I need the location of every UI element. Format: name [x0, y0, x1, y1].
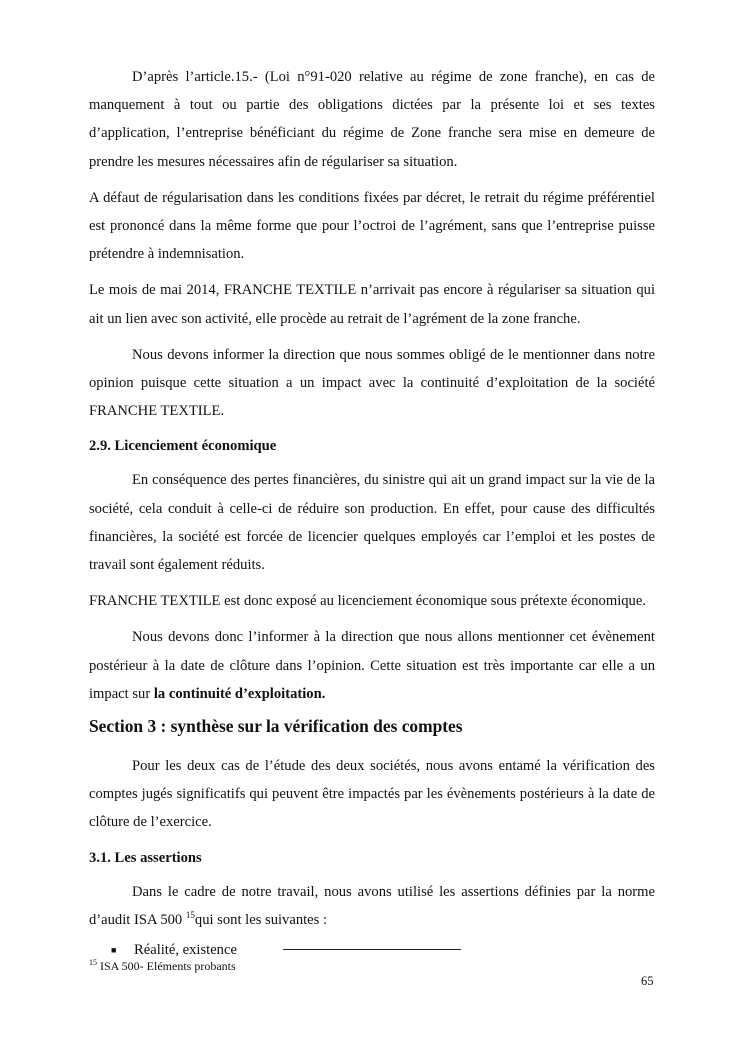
heading-licenciement-economique: 2.9. Licenciement économique — [89, 438, 277, 455]
footnote — [89, 958, 236, 974]
section-3-title: Section 3 : synthèse sur la vérification des comptes — [89, 716, 463, 737]
document-page — [89, 63, 655, 964]
paragraph-mentionner-evenement — [89, 623, 655, 708]
paragraph-mentionner-text: Nous devons donc l’informer à la direction que nous allons mentionner cet évènement postérieur à la date de clôture dans l’opinion. Cette situation est très importante car elle a un impact sur — [89, 629, 655, 702]
paragraph-defaut-regularisation: A défaut de régularisation dans les conditions fixées par décret, le retrait du régime préférentiel est prononcé dans la même forme que pour l’octroi de l’agrément, sans que l’entreprise puisse prétendre à indemnisation. — [89, 189, 655, 263]
paragraph-assertions-isa — [89, 878, 655, 934]
paragraph-mai-2014: Le mois de mai 2014, FRANCHE TEXTILE n’arrivait pas encore à régulariser sa situation qui ait un lien avec son activité, elle procède au retrait de l’agrément de la zone franche. — [89, 282, 655, 327]
footnote-number: 15 — [89, 958, 97, 967]
footnote-reference: 15 — [185, 910, 195, 921]
footnote-text: ISA 500- Eléments probants — [97, 959, 236, 973]
page-number: 65 — [641, 974, 654, 988]
assertions-text-before: Dans le cadre de notre travail, nous avons utilisé les assertions définies par la norme d’audit ISA 500 — [89, 883, 655, 928]
paragraph-section-3-intro: Pour les deux cas de l’étude des deux sociétés, nous avons entamé la vérification des comptes jugés significatifs qui peuvent être impactés par les évènements postérieurs à la date de clôture de l’exercice. — [89, 758, 655, 831]
assertions-text-after: qui sont les suivantes : — [194, 911, 328, 928]
paragraph-informer-direction: Nous devons informer la direction que nous sommes obligé de le mentionner dans notre opinion puisque cette situation a un impact avec la continuité d’exploitation de la société FRANCHE TEXTILE. — [89, 346, 655, 420]
paragraph-expose-licenciement: FRANCHE TEXTILE est donc exposé au licenciement économique sous prétexte économique. — [89, 593, 646, 610]
paragraph-article-15: D’après l’article.15.- (Loi n°91-020 relative au régime de zone franche), en cas de manquement à tout ou partie des obligations dictées par la présente loi et ses textes d’application, l’entreprise bénéficiant du régime de Zone franche sera mise en demeure de prendre les mesures nécessaires afin de régulariser sa situation. — [89, 69, 655, 170]
paragraph-pertes-financieres: En conséquence des pertes financières, du sinistre qui ait un grand impact sur la vie de la société, cela conduit à celle-ci de réduire son production. En effet, pour cause des difficultés financières, la société est forcée de licencier quelques employés car l’emploi et les postes de travail sont également réduits. — [89, 472, 655, 574]
footnote-separator — [283, 949, 461, 950]
heading-les-assertions: 3.1. Les assertions — [89, 849, 202, 866]
continuite-exploitation-bold: la continuité d’exploitation. — [153, 685, 326, 702]
square-bullet-icon: ■ — [111, 945, 117, 956]
list-item-label: Réalité, existence — [134, 942, 237, 959]
